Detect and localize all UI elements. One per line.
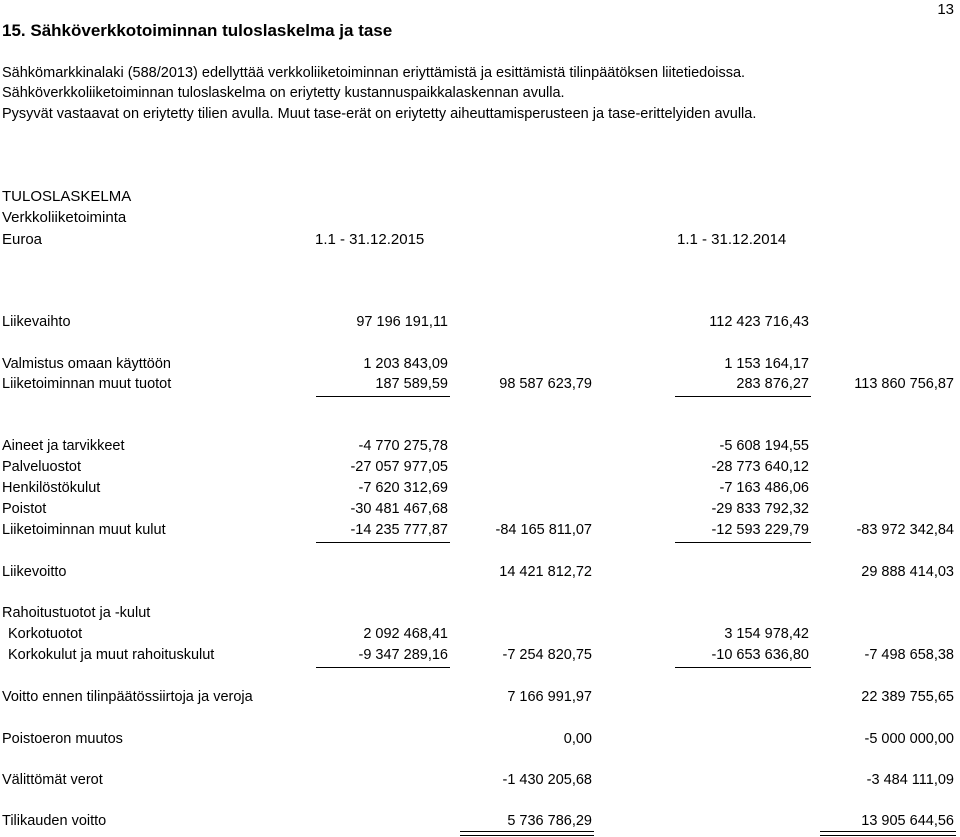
- value-2015-detail: 187 589,59: [375, 376, 448, 392]
- subtotal-underline: [675, 396, 811, 397]
- value-2015-total: 0,00: [563, 731, 592, 747]
- table-row: [0, 480, 960, 502]
- value-2014-detail: 1 153 164,17: [724, 356, 809, 372]
- value-2015-detail: -9 347 289,16: [358, 647, 448, 663]
- row-label: Poistot: [2, 501, 47, 517]
- value-2015-total: 98 587 623,79: [499, 376, 592, 392]
- value-2015-total: 7 166 991,97: [507, 689, 592, 705]
- value-2015-total: -7 254 820,75: [502, 647, 592, 663]
- value-2014-detail: -28 773 640,12: [711, 459, 809, 475]
- row-label: Valmistus omaan käyttöön: [2, 356, 171, 372]
- value-2014-total: 22 389 755,65: [861, 689, 954, 705]
- value-2015-total: 5 736 786,29: [507, 813, 592, 829]
- row-label: Liiketoiminnan muut tuotot: [2, 376, 172, 392]
- value-2014-total: -83 972 342,84: [856, 522, 954, 538]
- intro-line: Pysyvät vastaavat on eriytetty tilien avulla. Muut tase-erät on eriytetty aiheuttamisperusteen ja tase-erittelyiden avulla.: [2, 106, 757, 122]
- statement-subtitle: Verkkoliiketoiminta: [2, 209, 127, 226]
- table-row: [0, 376, 960, 398]
- table-row: [0, 626, 960, 648]
- value-2014-detail: -29 833 792,32: [711, 501, 809, 517]
- table-row: [0, 501, 960, 523]
- page-number: 13: [937, 1, 954, 18]
- table-row: [0, 772, 960, 794]
- period-header-2014: 1.1 - 31.12.2014: [677, 231, 787, 248]
- value-2015-detail: 2 092 468,41: [363, 626, 448, 642]
- table-row: [0, 356, 960, 378]
- row-label: Tilikauden voitto: [2, 813, 107, 829]
- row-label: Rahoitustuotot ja -kulut: [2, 605, 151, 621]
- value-2014-detail: -5 608 194,55: [719, 438, 809, 454]
- value-2014-detail: -12 593 229,79: [711, 522, 809, 538]
- table-row: [0, 564, 960, 586]
- value-2014-total: -3 484 111,09: [866, 772, 954, 788]
- value-2014-total: 29 888 414,03: [861, 564, 954, 580]
- section-heading: 15. Sähköverkkotoiminnan tuloslaskelma ja tase: [2, 21, 393, 40]
- value-2014-total: -5 000 000,00: [864, 731, 954, 747]
- value-2014-detail: 3 154 978,42: [724, 626, 809, 642]
- period-header-2015: 1.1 - 31.12.2015: [315, 231, 425, 248]
- intro-line: Sähköverkkoliiketoiminnan tuloslaskelma on eriytetty kustannuspaikkalaskennan avulla.: [2, 85, 565, 101]
- value-2015-detail: -27 057 977,05: [350, 459, 448, 475]
- value-2015-total: -84 165 811,07: [495, 522, 592, 538]
- subtotal-underline: [316, 542, 450, 543]
- table-row: [0, 522, 960, 544]
- value-2014-total: -7 498 658,38: [864, 647, 954, 663]
- value-2015-detail: -7 620 312,69: [358, 480, 448, 496]
- intro-line: Sähkömarkkinalaki (588/2013) edellyttää verkkoliiketoiminnan eriyttämistä ja esittämistä tilinpäätöksen liitetiedoissa.: [2, 65, 746, 81]
- row-label: Voitto ennen tilinpäätössiirtoja ja veroja: [2, 689, 253, 705]
- row-label: Liikevoitto: [2, 564, 67, 580]
- value-2014-detail: 112 423 716,43: [709, 314, 809, 330]
- subtotal-underline: [316, 667, 450, 668]
- subtotal-underline: [316, 396, 450, 397]
- value-2015-detail: 1 203 843,09: [363, 356, 448, 372]
- total-double-underline: [820, 831, 956, 836]
- row-label: Henkilöstökulut: [2, 480, 101, 496]
- value-2015-detail: 97 196 191,11: [356, 314, 448, 330]
- value-2015-total: 14 421 812,72: [499, 564, 592, 580]
- table-row: [0, 438, 960, 460]
- row-label: Aineet ja tarvikkeet: [2, 438, 125, 454]
- subtotal-underline: [675, 667, 811, 668]
- subtotal-underline: [675, 542, 811, 543]
- table-row: [0, 459, 960, 481]
- value-2015-total: -1 430 205,68: [502, 772, 592, 788]
- value-2015-detail: -4 770 275,78: [358, 438, 448, 454]
- row-label: Korkotuotot: [8, 626, 83, 642]
- table-row: [0, 689, 960, 711]
- row-label: Liikevaihto: [2, 314, 71, 330]
- value-2014-total: 13 905 644,56: [861, 813, 954, 829]
- row-label: Palveluostot: [2, 459, 81, 475]
- value-2014-detail: -7 163 486,06: [719, 480, 809, 496]
- value-2014-detail: 283 876,27: [736, 376, 809, 392]
- value-2015-detail: -30 481 467,68: [350, 501, 448, 517]
- table-row: [0, 314, 960, 336]
- statement-title: TULOSLASKELMA: [2, 188, 132, 205]
- table-row: [0, 605, 960, 627]
- row-label: Liiketoiminnan muut kulut: [2, 522, 166, 538]
- table-row: [0, 731, 960, 753]
- table-row: [0, 647, 960, 669]
- row-label: Poistoeron muutos: [2, 731, 123, 747]
- row-label: Korkokulut ja muut rahoituskulut: [8, 647, 215, 663]
- currency-label: Euroa: [2, 231, 43, 248]
- value-2015-detail: -14 235 777,87: [350, 522, 448, 538]
- total-double-underline: [460, 831, 594, 836]
- value-2014-total: 113 860 756,87: [854, 376, 954, 392]
- row-label: Välittömät verot: [2, 772, 103, 788]
- value-2014-detail: -10 653 636,80: [711, 647, 809, 663]
